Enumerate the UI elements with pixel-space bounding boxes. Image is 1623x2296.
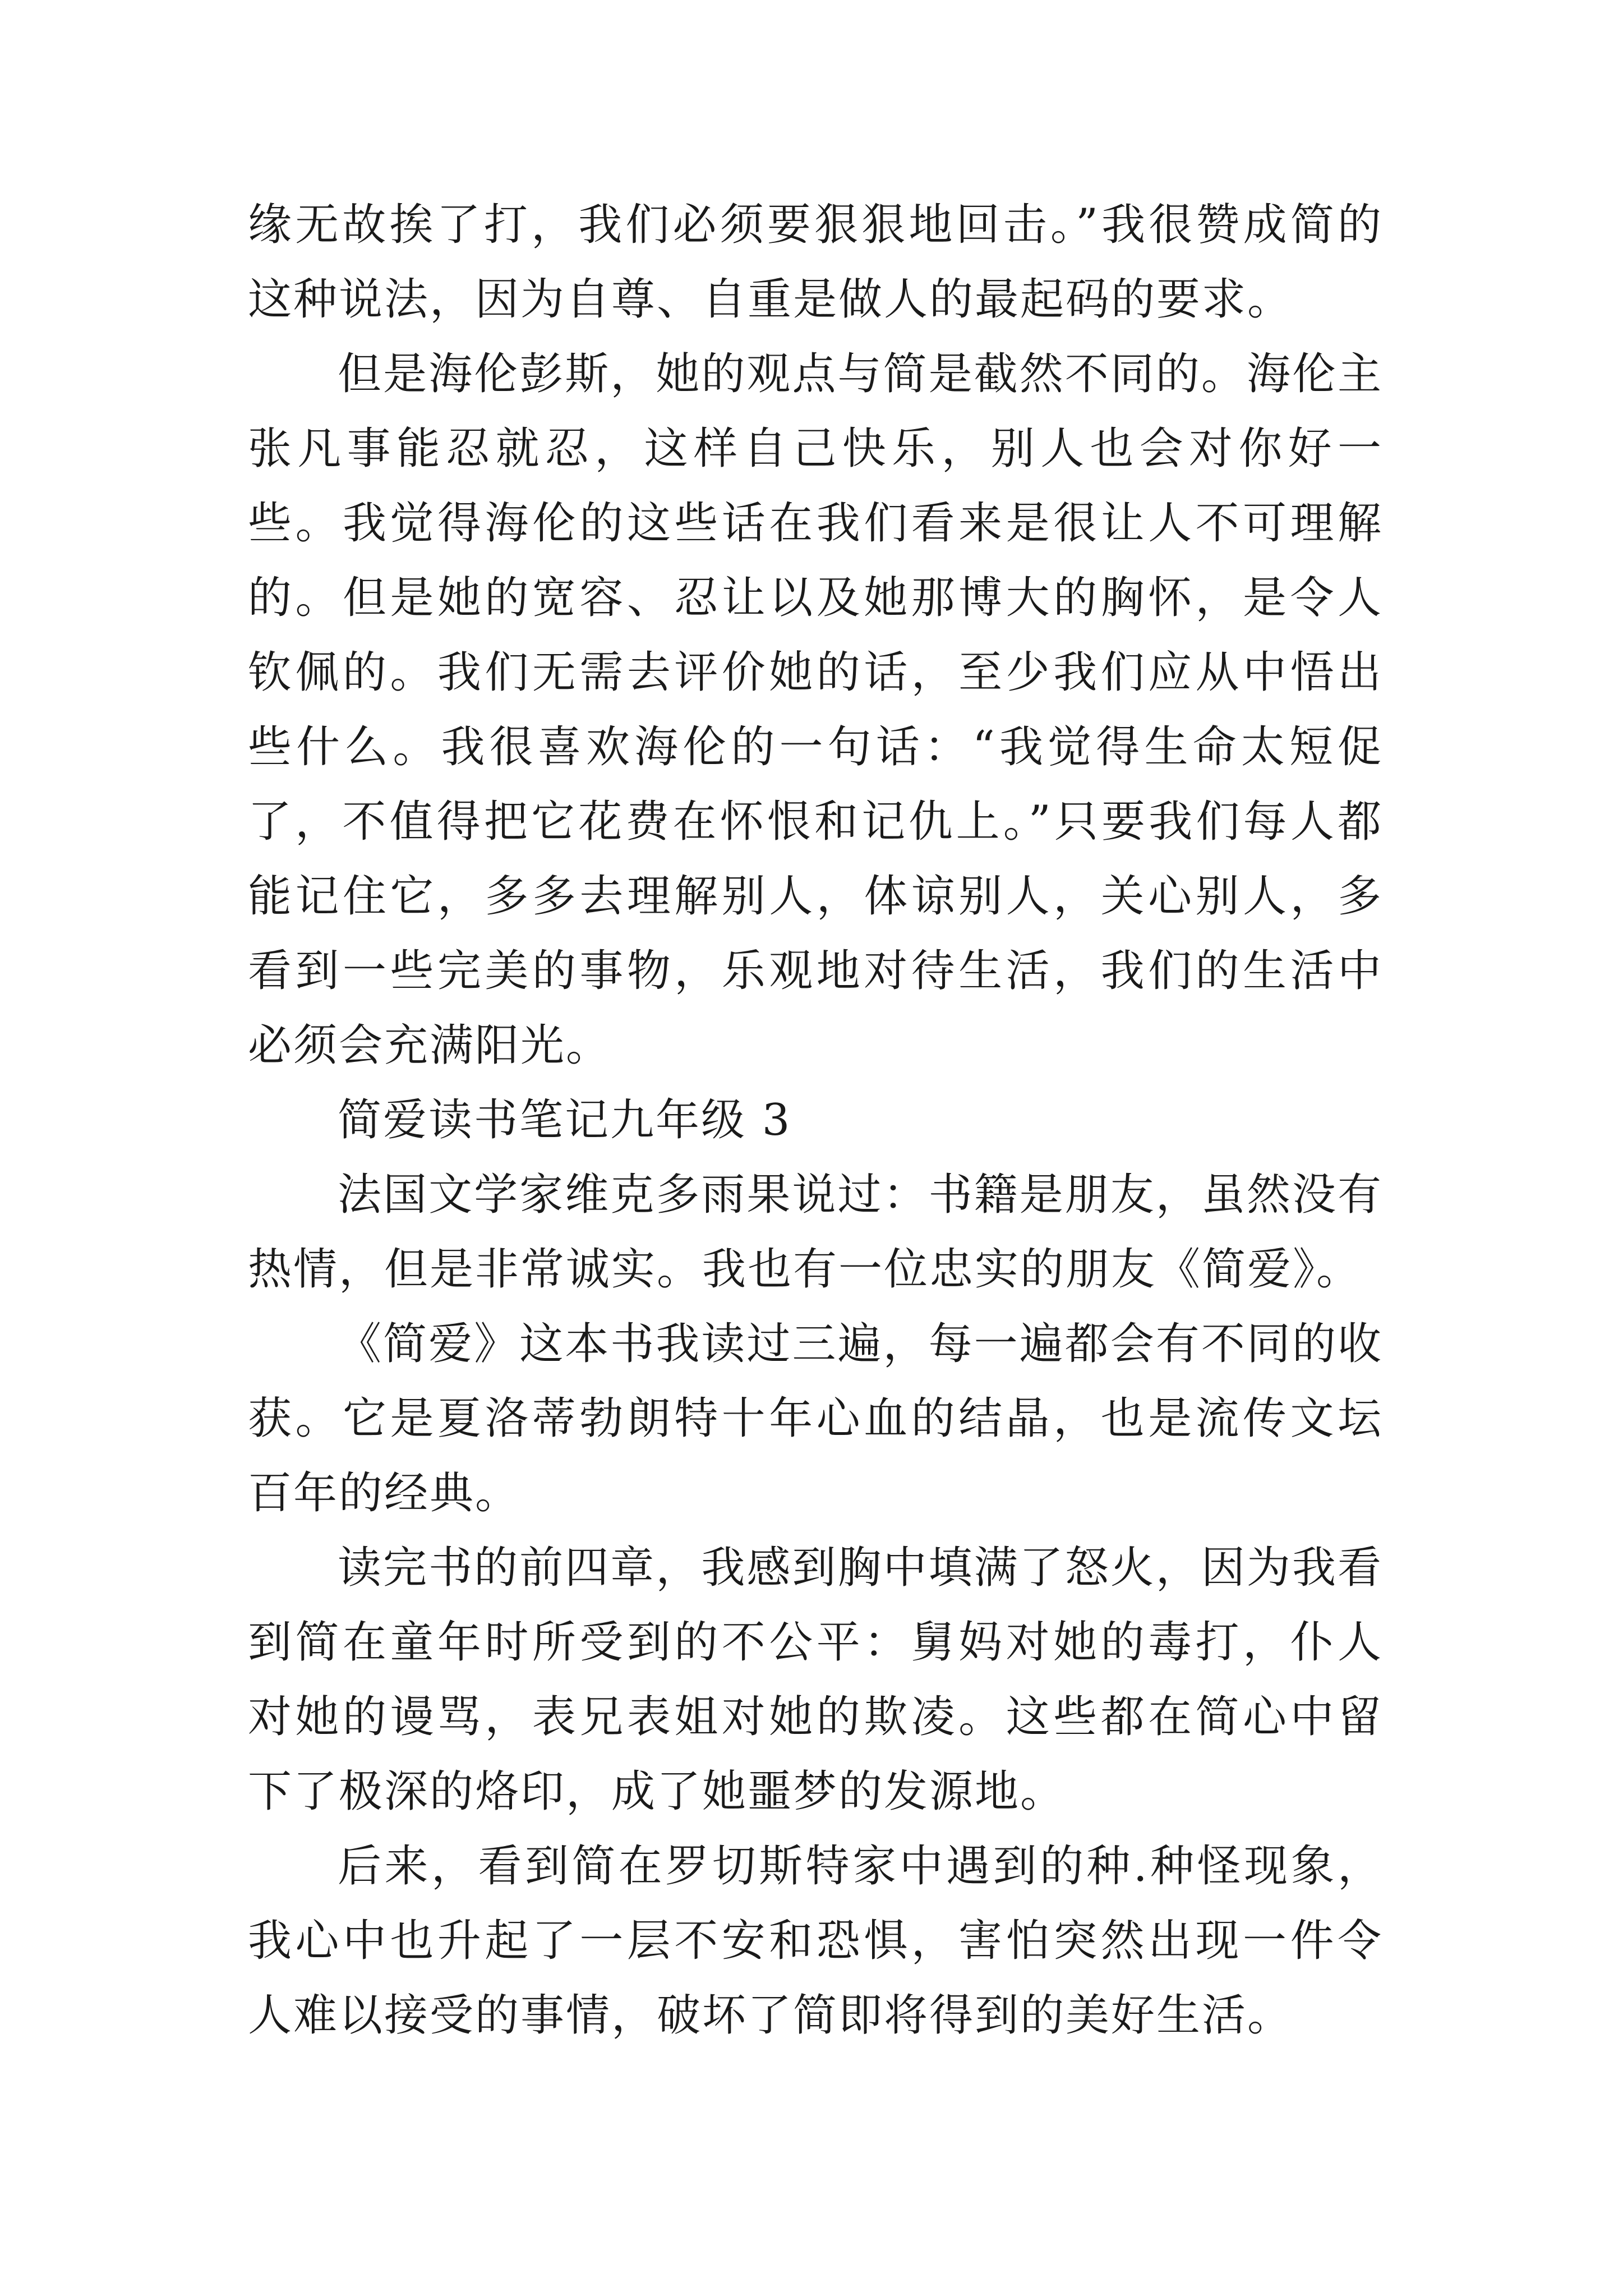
paragraph-continuation: 缘无故挨了打，我们必须要狠狠地回击。”我很赞成简的这种说法，因为自尊、自重是做人的最起码的要求。	[248, 200, 1383, 325]
section-heading: 简爱读书笔记九年级 3	[338, 1095, 792, 1145]
paragraph-helen-burns: 但是海伦彭斯，她的观点与简是截然不同的。海伦主张凡事能忍就忍，这样自己快乐，别人也会对你好一些。我觉得海伦的这些话在我们看来是很让人不可理解的。但是她的宽容、忍让以及她那博大的胸怀，是令人钦佩的。我们无需去评价她的话，至少我们应从中悟出些什么。我很喜欢海伦的一句话：“我觉得生命太短促了，不值得把它花费在怀恨和记仇上。”只要我们每人都能记住它，多多去理解别人，体谅别人，关心别人，多看到一些完美的事物，乐观地对待生活，我们的生活中必须会充满阳光。	[248, 349, 1383, 1071]
paragraph-rochester-house: 后来，看到简在罗切斯特家中遇到的种.种怪现象，我心中也升起了一层不安和恐惧，害怕突然出现一件令人难以接受的事情，破坏了简即将得到的美好生活。	[248, 1841, 1383, 2041]
paragraph-first-four-chapters: 读完书的前四章，我感到胸中填满了怒火，因为我看到简在童年时所受到的不公平：舅妈对她的毒打，仆人对她的谩骂，表兄表姐对她的欺凌。这些都在简心中留下了极深的烙印，成了她噩梦的发源地。	[248, 1543, 1383, 1817]
paragraph-read-three-times: 《简爱》这本书我读过三遍，每一遍都会有不同的收获。它是夏洛蒂勃朗特十年心血的结晶，也是流传文坛百年的经典。	[248, 1319, 1383, 1519]
document-body	[248, 188, 1383, 2053]
paragraph-hugo-quote: 法国文学家维克多雨果说过：书籍是朋友，虽然没有热情，但是非常诚实。我也有一位忠实的朋友《简爱》。	[248, 1170, 1383, 1295]
